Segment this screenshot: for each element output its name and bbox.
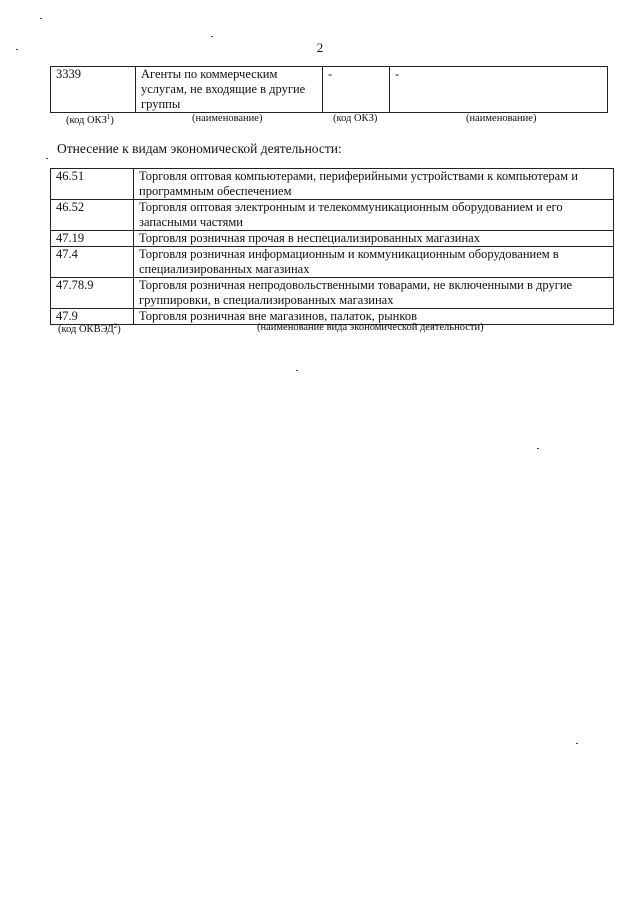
okved-name-cell: Торговля розничная вне магазинов, палаток, рынков	[134, 309, 614, 325]
okz-code2-cell: -	[323, 67, 390, 113]
okved-code-cell: 47.9	[51, 309, 134, 325]
okved-name-cell: Торговля розничная прочая в неспециализированных магазинах	[134, 231, 614, 247]
okved-name-cell: Торговля оптовая электронным и телекоммуникационным оборудованием и его запасными частями	[134, 200, 614, 231]
okved-name-caption: (наименование вида экономической деятельности)	[257, 322, 484, 333]
section-title: Отнесение к видам экономической деятельности:	[57, 141, 342, 156]
okved-code-cell: 46.52	[51, 200, 134, 231]
table-row	[51, 231, 614, 247]
scan-speck	[576, 743, 578, 744]
okved-code-cell: 47.4	[51, 247, 134, 278]
okz-name2-caption: (наименование)	[466, 113, 537, 124]
okz-name-caption: (наименование)	[192, 113, 263, 124]
scan-speck	[46, 158, 48, 159]
table-row	[51, 278, 614, 309]
okved-code-cell: 47.19	[51, 231, 134, 247]
table-row	[51, 247, 614, 278]
table-row	[51, 169, 614, 200]
scan-speck	[40, 18, 42, 19]
okved-name-cell: Торговля розничная непродовольственными товарами, не включенными в другие группировки, в специализированных магазинах	[134, 278, 614, 309]
scan-speck	[16, 49, 18, 50]
okved-name-cell: Торговля розничная информационным и коммуникационным оборудованием в специализированных магазинах	[134, 247, 614, 278]
scan-speck	[537, 448, 539, 449]
footnote-marker: 2	[113, 322, 118, 330]
scan-speck	[211, 36, 213, 37]
okved-code-cell: 46.51	[51, 169, 134, 200]
footnote-marker: 1	[106, 113, 111, 121]
table-row	[51, 200, 614, 231]
okz-code2-caption: (код ОКЗ)	[333, 113, 378, 124]
okz-code-cell: 3339	[51, 67, 136, 113]
okved-name-cell: Торговля оптовая компьютерами, периферийными устройствами к компьютерам и программным обеспечением	[134, 169, 614, 200]
scan-speck	[296, 370, 298, 371]
okz-code-caption: (код ОКЗ$^1$)	[66, 113, 114, 126]
okved-table	[50, 168, 614, 325]
okz-name2-cell: -	[390, 67, 608, 113]
table-row	[51, 67, 608, 113]
okz-name-cell: Агенты по коммерческим услугам, не входящие в другие группы	[136, 67, 323, 113]
okved-code-caption: (код ОКВЭД$^2$)	[58, 322, 121, 335]
okved-code-cell: 47.78.9	[51, 278, 134, 309]
page-number: 2	[316, 40, 324, 55]
okz-table	[50, 66, 608, 113]
